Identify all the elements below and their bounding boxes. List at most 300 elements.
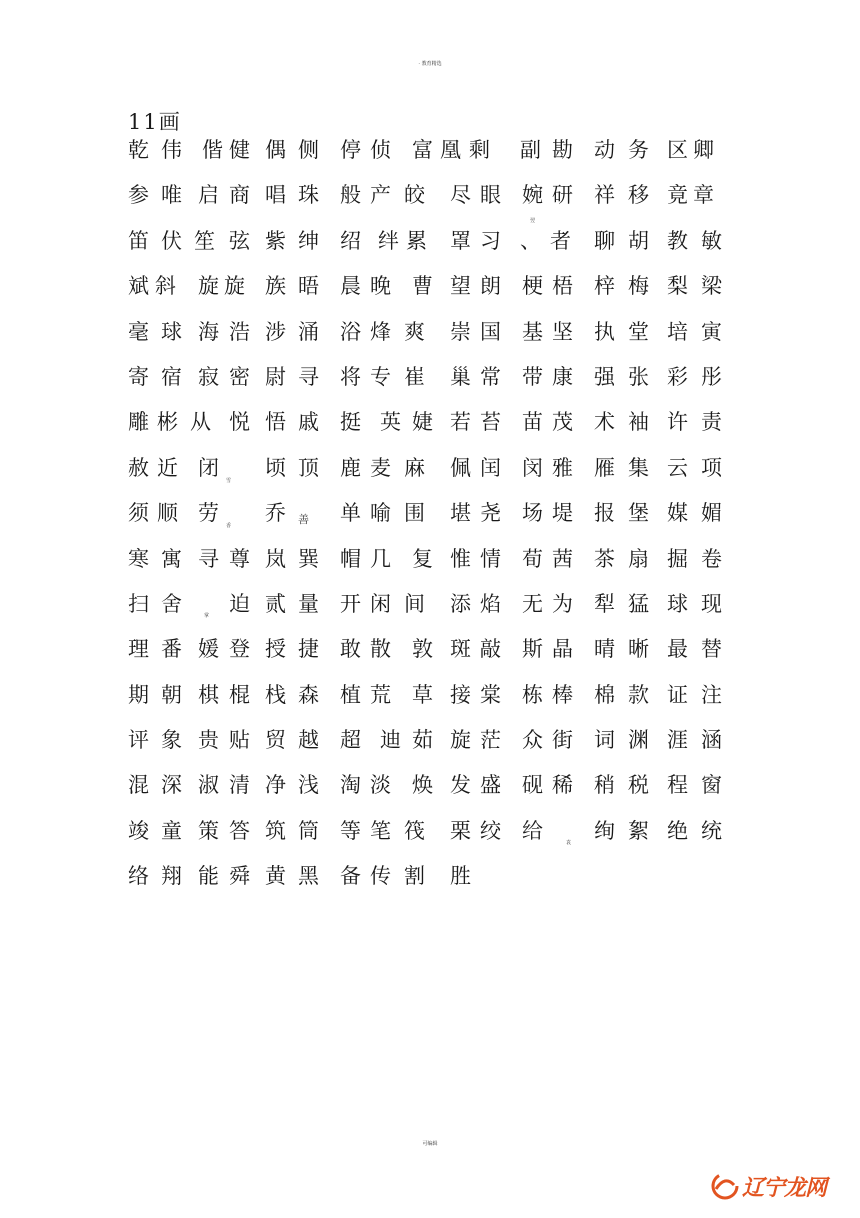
annotation-mark: 雪 xyxy=(226,478,232,484)
character: 专 xyxy=(370,364,391,389)
annotation-mark: 袁 xyxy=(566,840,572,846)
char-row xyxy=(128,545,728,590)
char-row xyxy=(128,862,728,907)
character: 者 xyxy=(550,228,571,253)
char-row xyxy=(128,454,728,499)
char-row xyxy=(128,363,728,408)
character: 捷 xyxy=(298,637,319,662)
character: 顶 xyxy=(298,455,319,480)
character: 密 xyxy=(229,364,250,389)
character: 割 xyxy=(404,864,425,889)
character: 淑 xyxy=(198,773,219,798)
character: 须 xyxy=(128,501,149,526)
character: 富 xyxy=(412,138,433,162)
character: 草 xyxy=(412,682,433,707)
char-row xyxy=(128,272,728,317)
character: 黄 xyxy=(265,864,286,889)
character: 剩 xyxy=(469,138,490,162)
character: 寅 xyxy=(701,319,722,344)
char-row xyxy=(128,590,728,635)
character: 筒 xyxy=(298,818,319,843)
character: 晴 xyxy=(594,637,615,662)
character: 产 xyxy=(370,183,391,208)
character: 毫 xyxy=(128,319,149,344)
character: 涵 xyxy=(701,728,722,753)
character: 统 xyxy=(701,818,722,843)
character: 稀 xyxy=(552,773,573,798)
character: 责 xyxy=(701,410,722,435)
character: 晶 xyxy=(552,637,573,662)
character: 健 xyxy=(229,138,250,162)
character: 焕 xyxy=(412,773,433,798)
character: 偕 xyxy=(202,138,223,162)
character: 寻 xyxy=(298,364,319,389)
character: 绊 xyxy=(378,228,399,253)
character: 敏 xyxy=(701,228,722,253)
char-row xyxy=(128,318,728,363)
character: 竣 xyxy=(128,818,149,843)
character: 云 xyxy=(667,455,688,480)
character: 眼 xyxy=(480,183,501,208)
character: 伟 xyxy=(161,138,182,162)
character: 淘 xyxy=(340,773,361,798)
character: 项 xyxy=(701,455,722,480)
character: 斜 xyxy=(155,274,176,299)
character: 童 xyxy=(161,818,182,843)
char-row xyxy=(128,136,728,181)
character: 梓 xyxy=(594,274,615,299)
character: 媛 xyxy=(198,637,219,662)
character: 烽 xyxy=(370,319,391,344)
character: 几 xyxy=(370,546,391,571)
character: 堤 xyxy=(552,501,573,526)
site-watermark[interactable] xyxy=(710,1170,826,1202)
character: 侧 xyxy=(298,138,319,162)
character: 窗 xyxy=(701,773,722,798)
character: 迪 xyxy=(380,728,401,753)
character: 敦 xyxy=(412,637,433,662)
character: 络 xyxy=(128,864,149,889)
character: 最 xyxy=(667,637,688,662)
character: 街 xyxy=(552,728,573,753)
watermark-text: 辽宁龙网 xyxy=(741,1175,826,1201)
character: 凰 xyxy=(440,138,461,162)
character: 栗 xyxy=(450,818,471,843)
character: 注 xyxy=(701,682,722,707)
annotation-mark: 香 xyxy=(226,523,232,529)
character: 顺 xyxy=(157,501,178,526)
character-grid xyxy=(128,136,728,908)
character: 寻 xyxy=(198,546,219,571)
character: 棒 xyxy=(552,682,573,707)
character: 贵 xyxy=(198,728,219,753)
character: 敲 xyxy=(480,637,501,662)
character: 黑 xyxy=(298,864,319,889)
character: 张 xyxy=(628,364,649,389)
character: 茜 xyxy=(552,546,573,571)
character: 旋 xyxy=(198,274,219,299)
character: 焰 xyxy=(480,591,501,616)
character: 砚 xyxy=(522,773,543,798)
character: 雁 xyxy=(594,455,615,480)
character: 堪 xyxy=(450,501,471,526)
character: 执 xyxy=(594,319,615,344)
character: 笔 xyxy=(370,818,391,843)
character: 弦 xyxy=(229,228,250,253)
character: 清 xyxy=(229,773,250,798)
character: 绍 xyxy=(340,228,361,253)
character: 习 xyxy=(480,228,501,253)
character: 启 xyxy=(198,183,219,208)
character: 尧 xyxy=(480,501,501,526)
character: 现 xyxy=(701,591,722,616)
character: 梨 xyxy=(667,274,688,299)
character: 望 xyxy=(450,274,471,299)
character: 麻 xyxy=(404,455,425,480)
character: 棍 xyxy=(229,682,250,707)
character: 胜 xyxy=(450,864,471,889)
character: 球 xyxy=(667,591,688,616)
character: 梁 xyxy=(701,274,722,299)
character: 贰 xyxy=(265,591,286,616)
character: 研 xyxy=(552,183,573,208)
character: 栋 xyxy=(522,682,543,707)
character: 舜 xyxy=(229,864,250,889)
character: 翔 xyxy=(161,864,182,889)
character: 棋 xyxy=(198,682,219,707)
character: 税 xyxy=(628,773,649,798)
character: 务 xyxy=(628,138,649,162)
character: 副 xyxy=(520,138,541,162)
character: 彤 xyxy=(701,364,722,389)
character: 竟 xyxy=(667,183,688,208)
character: 深 xyxy=(161,773,182,798)
character: 敢 xyxy=(340,637,361,662)
character: 惟 xyxy=(450,546,471,571)
character: 鹿 xyxy=(340,455,361,480)
character: 许 xyxy=(667,410,688,435)
character: 斌 xyxy=(128,274,149,299)
character: 涉 xyxy=(265,319,286,344)
character: 备 xyxy=(340,864,361,889)
character: 复 xyxy=(412,546,433,571)
character: 常 xyxy=(480,364,501,389)
character: 岚 xyxy=(265,546,286,571)
character: 紫 xyxy=(265,228,286,253)
annotation-mark: 善 xyxy=(298,513,309,526)
character: 动 xyxy=(594,138,615,162)
character: 绞 xyxy=(480,818,501,843)
character: 理 xyxy=(128,637,149,662)
character: 散 xyxy=(370,637,391,662)
character: 浴 xyxy=(340,319,361,344)
character: 绝 xyxy=(667,818,688,843)
character: 康 xyxy=(552,364,573,389)
character: 栈 xyxy=(265,682,286,707)
char-row xyxy=(128,635,728,680)
character: 偶 xyxy=(265,138,286,162)
character: 等 xyxy=(340,818,361,843)
character: 商 xyxy=(229,183,250,208)
character: 间 xyxy=(404,591,425,616)
character: 证 xyxy=(667,682,688,707)
character: 情 xyxy=(480,546,501,571)
character: 答 xyxy=(229,818,250,843)
character: 强 xyxy=(594,364,615,389)
character: 教 xyxy=(667,228,688,253)
character: 程 xyxy=(667,773,688,798)
character: 策 xyxy=(198,818,219,843)
character: 胡 xyxy=(628,228,649,253)
page-footer: 可编辑 xyxy=(422,1141,438,1147)
character: 婕 xyxy=(412,410,433,435)
character: 犁 xyxy=(594,591,615,616)
character: 国 xyxy=(480,319,501,344)
character: 淡 xyxy=(370,773,391,798)
annotation-mark: 掌 xyxy=(204,613,210,619)
char-row xyxy=(128,408,728,453)
character: 旋 xyxy=(224,274,245,299)
dragon-swirl-icon xyxy=(710,1171,740,1201)
character: 旋 xyxy=(450,728,471,753)
character: 越 xyxy=(298,728,319,753)
character: 寄 xyxy=(128,364,149,389)
character: 植 xyxy=(340,682,361,707)
character: 添 xyxy=(450,591,471,616)
character: 绚 xyxy=(594,818,615,843)
character: 婉 xyxy=(522,183,543,208)
page-header: · 教育精选 xyxy=(418,61,442,67)
character: 基 xyxy=(522,319,543,344)
character: 停 xyxy=(340,138,361,162)
character: 迫 xyxy=(229,591,250,616)
character: 涌 xyxy=(298,319,319,344)
character: 珠 xyxy=(298,183,319,208)
character: 猛 xyxy=(628,591,649,616)
character: 荒 xyxy=(370,682,391,707)
character: 稍 xyxy=(594,773,615,798)
char-row xyxy=(128,726,728,771)
character: 期 xyxy=(128,682,149,707)
char-row xyxy=(128,817,728,862)
character: 舍 xyxy=(161,591,182,616)
character: 卷 xyxy=(701,546,722,571)
character: 英 xyxy=(380,410,401,435)
character: 番 xyxy=(161,637,182,662)
character: 为 xyxy=(552,591,573,616)
character: 唱 xyxy=(265,183,286,208)
character: 闲 xyxy=(370,591,391,616)
character: 尽 xyxy=(450,183,471,208)
character: 悦 xyxy=(229,410,250,435)
character: 闭 xyxy=(198,455,219,480)
character: 爽 xyxy=(404,319,425,344)
character: 絮 xyxy=(628,818,649,843)
character: 朗 xyxy=(480,274,501,299)
character: 海 xyxy=(198,319,219,344)
character: 森 xyxy=(298,682,319,707)
character: 聊 xyxy=(594,228,615,253)
character: 尊 xyxy=(229,546,250,571)
character: 扇 xyxy=(628,546,649,571)
character: 戚 xyxy=(298,410,319,435)
character: 彩 xyxy=(667,364,688,389)
character: 筑 xyxy=(265,818,286,843)
character: 顷 xyxy=(265,455,286,480)
character: 曹 xyxy=(412,274,433,299)
character: 将 xyxy=(340,364,361,389)
character: 唯 xyxy=(161,183,182,208)
character: 罩 xyxy=(450,228,471,253)
character: 贸 xyxy=(265,728,286,753)
char-row xyxy=(128,227,728,272)
character: 棠 xyxy=(480,682,501,707)
character: 尉 xyxy=(265,364,286,389)
character: 报 xyxy=(594,501,615,526)
character: 众 xyxy=(522,728,543,753)
character: 单 xyxy=(340,501,361,526)
character: 劳 xyxy=(198,501,219,526)
character: 巢 xyxy=(450,364,471,389)
character: 雕 xyxy=(128,410,149,435)
character: 场 xyxy=(522,501,543,526)
character: 笛 xyxy=(128,228,149,253)
character: 堂 xyxy=(628,319,649,344)
character: 族 xyxy=(265,274,286,299)
character: 围 xyxy=(404,501,425,526)
character: 渊 xyxy=(628,728,649,753)
character: 皎 xyxy=(404,183,425,208)
character: 移 xyxy=(628,183,649,208)
character: 晰 xyxy=(628,637,649,662)
character: 侦 xyxy=(370,138,391,162)
character: 替 xyxy=(701,637,722,662)
character: 崇 xyxy=(450,319,471,344)
character: 晚 xyxy=(370,274,391,299)
character: 棉 xyxy=(594,682,615,707)
char-row xyxy=(128,771,728,816)
character: 麦 xyxy=(370,455,391,480)
character: 扫 xyxy=(128,591,149,616)
char-row xyxy=(128,181,728,226)
character: 茶 xyxy=(594,546,615,571)
character: 寂 xyxy=(198,364,219,389)
annotation-mark: 翌 xyxy=(530,218,536,224)
character: 茂 xyxy=(552,410,573,435)
character: 培 xyxy=(667,319,688,344)
character: 苔 xyxy=(480,410,501,435)
character: 佩 xyxy=(450,455,471,480)
character: 乾 xyxy=(128,138,149,162)
character: 巽 xyxy=(298,546,319,571)
character: 若 xyxy=(450,410,471,435)
character: 彬 xyxy=(157,410,178,435)
character: 般 xyxy=(340,183,361,208)
character: 帽 xyxy=(340,546,361,571)
character: 评 xyxy=(128,728,149,753)
character: 寒 xyxy=(128,546,149,571)
character: 荀 xyxy=(522,546,543,571)
character: 给 xyxy=(522,818,543,843)
character: 茫 xyxy=(480,728,501,753)
character: 浩 xyxy=(229,319,250,344)
character: 章 xyxy=(693,183,714,208)
character: 带 xyxy=(522,364,543,389)
character: 闰 xyxy=(480,455,501,480)
character: 术 xyxy=(594,410,615,435)
character: 赦 xyxy=(128,455,149,480)
character: 晤 xyxy=(298,274,319,299)
character: 接 xyxy=(450,682,471,707)
character: 晨 xyxy=(340,274,361,299)
character: 累 xyxy=(406,228,427,253)
character: 梗 xyxy=(522,274,543,299)
character: 朝 xyxy=(161,682,182,707)
character: 苗 xyxy=(522,410,543,435)
character: 盛 xyxy=(480,773,501,798)
character: 集 xyxy=(628,455,649,480)
character: 参 xyxy=(128,183,149,208)
character: 贴 xyxy=(229,728,250,753)
character: 宿 xyxy=(161,364,182,389)
character: 斑 xyxy=(450,637,471,662)
character: 区 xyxy=(667,138,688,162)
character: 能 xyxy=(198,864,219,889)
character: 绅 xyxy=(298,228,319,253)
character: 混 xyxy=(128,773,149,798)
character: 媚 xyxy=(701,501,722,526)
character: 涯 xyxy=(667,728,688,753)
character: 伏 xyxy=(161,228,182,253)
character: 悟 xyxy=(265,410,286,435)
character: 登 xyxy=(229,637,250,662)
character: 词 xyxy=(594,728,615,753)
character: 闵 xyxy=(522,455,543,480)
character: 、 xyxy=(520,228,541,253)
character: 传 xyxy=(370,864,391,889)
character: 媒 xyxy=(667,501,688,526)
character: 掘 xyxy=(667,546,688,571)
character: 寓 xyxy=(161,546,182,571)
character: 祥 xyxy=(594,183,615,208)
character: 梧 xyxy=(552,274,573,299)
character: 雅 xyxy=(552,455,573,480)
character: 勘 xyxy=(552,138,573,162)
character: 发 xyxy=(450,773,471,798)
character: 净 xyxy=(265,773,286,798)
character: 卿 xyxy=(693,138,714,162)
character: 乔 xyxy=(265,501,286,526)
character: 梅 xyxy=(628,274,649,299)
character: 坚 xyxy=(552,319,573,344)
character: 开 xyxy=(340,591,361,616)
character: 筏 xyxy=(404,818,425,843)
char-row xyxy=(128,681,728,726)
section-title: 11画 xyxy=(128,110,182,134)
character: 挺 xyxy=(340,410,361,435)
character: 款 xyxy=(628,682,649,707)
character: 笙 xyxy=(194,228,215,253)
character: 浅 xyxy=(298,773,319,798)
char-row xyxy=(128,499,728,544)
character: 崔 xyxy=(404,364,425,389)
character: 量 xyxy=(298,591,319,616)
character: 喻 xyxy=(370,501,391,526)
character: 袖 xyxy=(628,410,649,435)
character: 象 xyxy=(161,728,182,753)
character: 球 xyxy=(161,319,182,344)
character: 堡 xyxy=(628,501,649,526)
